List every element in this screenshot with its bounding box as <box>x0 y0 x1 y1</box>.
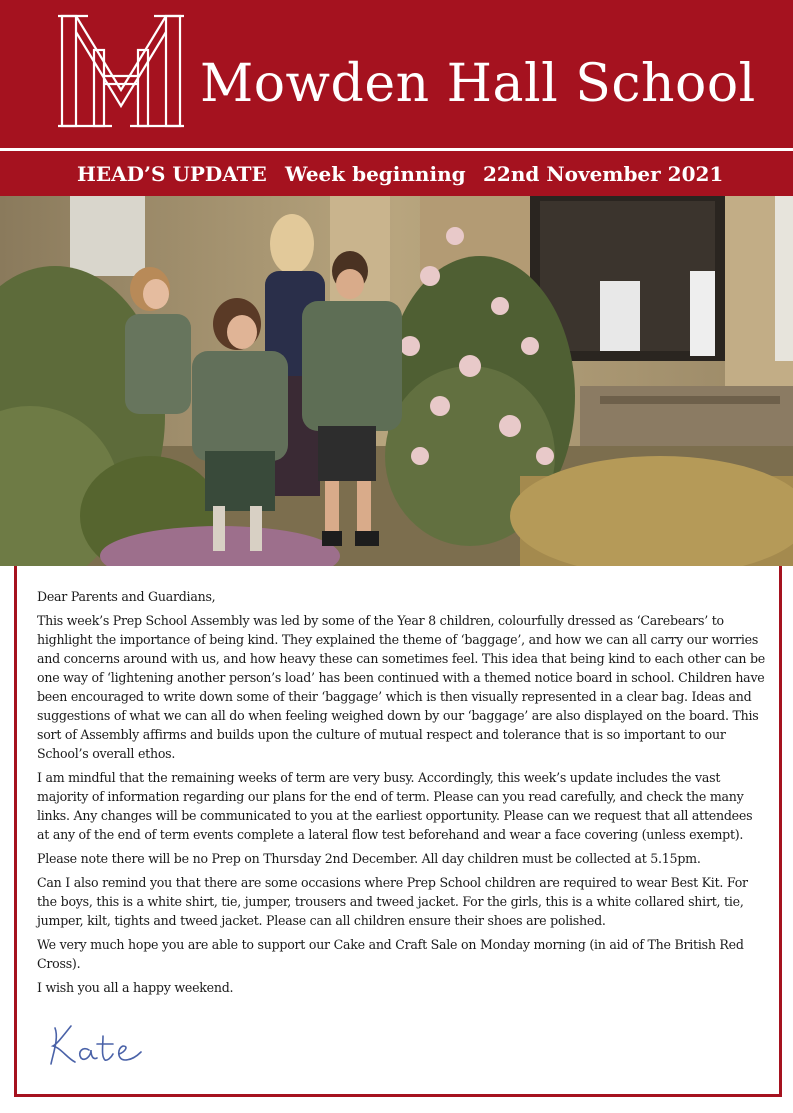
school-monogram-logo <box>58 10 184 132</box>
school-name: Mowden Hall School <box>200 54 756 114</box>
masthead <box>0 0 793 196</box>
paragraph-cake-sale: We very much hope you are able to support our Cake and Craft Sale on Monday morning (in aid of The British Red Cross). <box>37 937 744 971</box>
paragraph-no-prep: Please note there will be no Prep on Thursday 2nd December. All day children must be collected at 5.15pm. <box>37 851 701 866</box>
letter-body <box>37 587 767 1002</box>
paragraph-end-of-term: I am mindful that the remaining weeks of term are very busy. Accordingly, this week’s update includes the vast majority of information regarding our plans for the end of term. Please can you read carefully, and check the many links. Any changes will be communicated to you at the earliest opportunity. Please can we request that all attendees at any of the end of term events complete a lateral flow test beforehand and wear a face covering (unless exempt). <box>37 770 753 842</box>
handwritten-signature <box>41 1014 151 1074</box>
week-label: Week beginning <box>285 162 466 186</box>
paragraph-best-kit: Can I also remind you that there are some occasions where Prep School children are required to wear Best Kit. For the boys, this is a white shirt, tie, jumper, trousers and tweed jacket. For the girls, this is a white collared shirt, tie, jumper, kilt, tights and tweed jacket. Please can all children ensure their shoes are polished. <box>37 875 748 928</box>
paragraph-closing: I wish you all a happy weekend. <box>37 980 234 995</box>
salutation: Dear Parents and Guardians, <box>37 589 216 604</box>
photo-illustration <box>0 196 793 566</box>
update-bar <box>0 158 793 190</box>
masthead-divider <box>0 148 793 151</box>
week-date: 22nd November 2021 <box>483 162 724 186</box>
school-photo <box>0 196 793 566</box>
update-title: HEAD’S UPDATE <box>77 162 267 186</box>
paragraph-assembly: This week’s Prep School Assembly was led by some of the Year 8 children, colourfully dressed as ‘Carebears’ to highlight the importance of being kind. They explained the theme of ‘baggage’, and how we can all carry our worries and concerns around with us, and how heavy these can sometimes feel. This idea that being kind to each other can be one way of ‘lightening another person’s load’ has been continued with a themed notice board in school. Children have been encouraged to write down some of their ‘baggage’ which is then visually represented in a clear bag. Ideas and suggestions of what we can all do when feeling weighed down by our ‘baggage’ are also displayed on the board. This sort of Assembly affirms and builds upon the culture of mutual respect and tolerance that is so important to our School’s overall ethos. <box>37 613 765 761</box>
letter-frame <box>14 566 782 1097</box>
